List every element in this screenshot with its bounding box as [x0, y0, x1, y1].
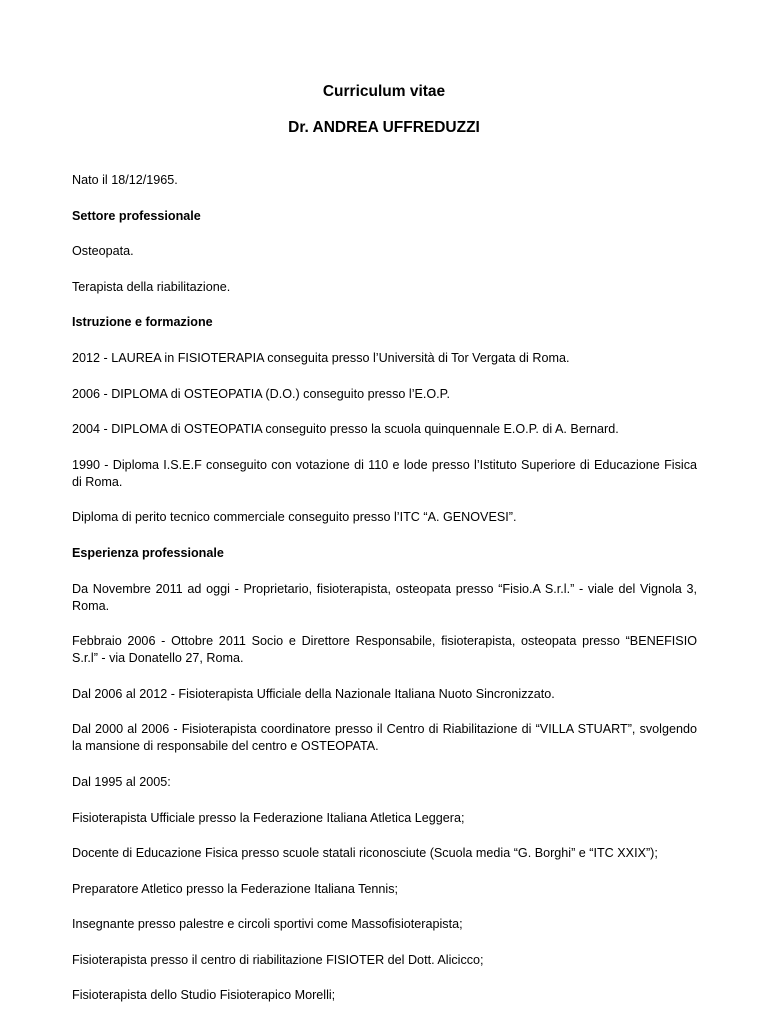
esperienza-item: Fisioterapista dello Studio Fisioterapico Morelli;	[72, 988, 336, 1003]
section-heading-esperienza: Esperienza professionale	[72, 545, 224, 560]
settore-item: Osteopata.	[72, 244, 134, 259]
istruzione-item: 2004 - DIPLOMA di OSTEOPATIA conseguito presso la scuola quinquennale E.O.P. di A. Bernard.	[72, 422, 619, 437]
istruzione-item: 2006 - DIPLOMA di OSTEOPATIA (D.O.) conseguito presso l’E.O.P.	[72, 386, 450, 401]
document-title: Curriculum vitae	[322, 83, 446, 100]
birth-info: Nato il 18/12/1965.	[72, 173, 178, 187]
istruzione-item: Diploma di perito tecnico commerciale conseguito presso l’ITC “A. GENOVESI”.	[72, 510, 517, 525]
esperienza-item: Docente di Educazione Fisica presso scuole statali riconosciute (Scuola media “G. Borghi” e “ITC XXIX”);	[72, 846, 658, 861]
esperienza-item: Febbraio 2006 - Ottobre 2011 Socio e Direttore Responsabile, fisioterapista, osteopata presso “BENEFISIO S.r.l” - via Donatello 27, Roma.	[72, 634, 697, 666]
esperienza-item: Dal 1995 al 2005:	[72, 774, 171, 789]
document-body	[72, 172, 697, 1023]
esperienza-item: Da Novembre 2011 ad oggi - Proprietario, fisioterapista, osteopata presso “Fisio.A S.r.l.” - viale del Vignola 3, Roma.	[72, 581, 697, 613]
esperienza-item: Preparatore Atletico presso la Federazione Italiana Tennis;	[72, 881, 398, 896]
istruzione-item: 1990 - Diploma I.S.E.F conseguito con votazione di 110 e lode presso l’Istituto Superiore di Educazione Fisica di Roma.	[72, 457, 697, 489]
istruzione-item: 2012 - LAUREA in FISIOTERAPIA conseguita presso l’Università di Tor Vergata di Roma.	[72, 350, 570, 365]
settore-item: Terapista della riabilitazione.	[72, 279, 231, 294]
section-heading-settore: Settore professionale	[72, 208, 201, 223]
esperienza-item: Fisioterapista presso il centro di riabilitazione FISIOTER del Dott. Alicicco;	[72, 952, 484, 967]
esperienza-item: Insegnante presso palestre e circoli sportivi come Massofisioterapista;	[72, 917, 463, 932]
section-heading-istruzione: Istruzione e formazione	[72, 315, 213, 330]
esperienza-item: Dal 2000 al 2006 - Fisioterapista coordinatore presso il Centro di Riabilitazione di “VILLA STUART”, svolgendo la mansione di responsabile del centro e OSTEOPATA.	[72, 722, 697, 754]
person-name: Dr. ANDREA UFFREDUZZI	[288, 119, 480, 136]
esperienza-item: Fisioterapista Ufficiale presso la Federazione Italiana Atletica Leggera;	[72, 810, 465, 825]
esperienza-item: Dal 2006 al 2012 - Fisioterapista Ufficiale della Nazionale Italiana Nuoto Sincronizzato.	[72, 686, 555, 701]
